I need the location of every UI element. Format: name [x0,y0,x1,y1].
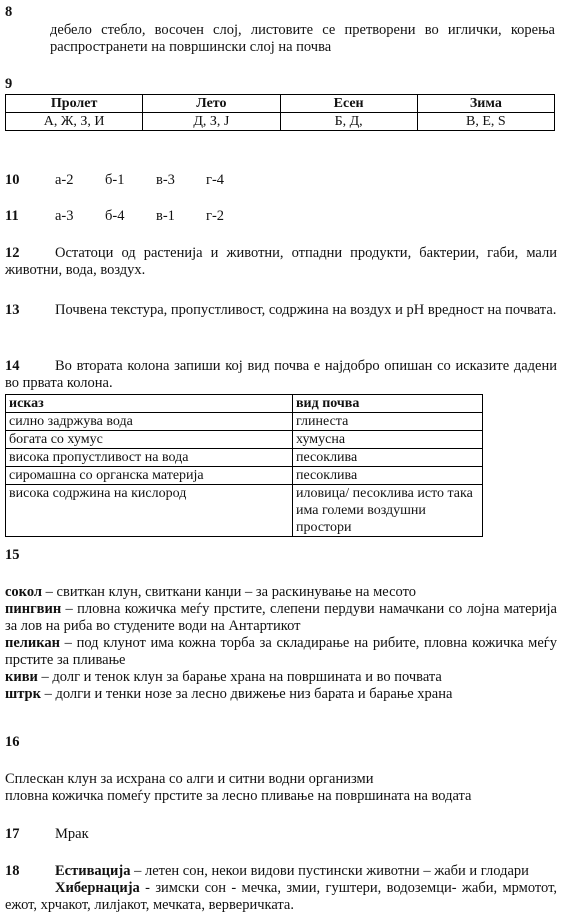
q17-number: 17 [5,826,20,842]
desc-estivation: – летен сон, некои видови пустински животни – жаби и глодари [130,863,529,879]
list-item [5,635,557,669]
q18-number: 18 [5,863,20,879]
bird-desc: – пловна кожичка меѓу прстите, слепени пердуви намачкани со лојна материја за лов на риба во студените води на Антартикот [5,601,557,634]
q13-number: 13 [5,302,20,318]
table-cell: Б, Д, [280,113,417,131]
table-header-cell: вид почва [293,395,483,413]
q10-row [5,172,557,190]
bird-desc: – под клунот има кожна торба за складирање на рибите, пловна кожичка меѓу прстите за пливање [5,635,557,668]
q11-number: 11 [5,208,19,224]
q12-answer [5,245,557,279]
bird-term: сокол [5,584,43,600]
q15-answer [5,584,557,703]
term-hibernation: Хибернација [55,880,140,896]
table-row [6,413,483,431]
q17-answer [5,826,557,843]
table-row [6,431,483,449]
table-cell: песоклива [293,449,483,467]
table-row [6,449,483,467]
table-header-cell: Зима [417,95,554,113]
q8-number: 8 [5,4,13,20]
table-header-cell: исказ [6,395,293,413]
table-header-cell: Есен [280,95,417,113]
table-cell: висока пропустливост на вода [6,449,293,467]
q11-row [5,208,557,226]
answer-line: Сплескан клун за исхрана со алги и ситни водни организми [5,771,374,787]
table-row [6,485,483,537]
q14-number: 14 [5,358,20,374]
table-row [6,467,483,485]
list-item [5,686,557,703]
table-cell: богата со хумус [6,431,293,449]
q11-pair: г-2 [206,208,225,224]
table-cell: висока содржина на кислород [6,485,293,537]
q13-text: Почвена текстура, пропустливост, содржина на воздух и pH вредност на почвата. [55,302,557,318]
q13-answer [5,302,557,319]
q11-pair: в-1 [156,208,175,224]
q16-number: 16 [5,734,20,750]
list-item [5,584,557,601]
q10-number: 10 [5,172,20,188]
q15-number: 15 [5,547,20,563]
q14-question [5,358,557,392]
table-cell: А, Ж, З, И [6,113,143,131]
q9-seasons-table [5,94,555,131]
bird-term: пеликан [5,635,61,651]
answer-line: пловна кожичка помеѓу прстите за лесно пливање на површината на водата [5,788,472,804]
q17-text: Мрак [55,826,89,842]
answer-line [5,880,557,914]
table-cell: хумусна [293,431,483,449]
answer-line [5,863,557,880]
table-header-row [6,395,483,413]
table-cell: песоклива [293,467,483,485]
q8-answer: дебело стебло, восочен слој, листовите се претворени во иглички, корења распространети на површински слој на почва [50,22,555,55]
q12-text: Остатоци од растенија и животни, отпадни продукти, бактерии, габи, мали животни, вода, воздух. [5,245,557,278]
q11-pair: а-3 [55,208,74,224]
table-cell: глинеста [293,413,483,431]
table-cell: силно задржува вода [6,413,293,431]
desc-hibernation: - зимски сон - мечка, змии, гуштери, водоземци- жаби, мрмотот, ежот, хрчакот, лилјакот, мечката, верверичката. [5,880,557,913]
table-cell: сиромашна со органска материја [6,467,293,485]
q14-soil-table [5,394,483,537]
bird-desc: – долг и тенок клун за барање храна на површината и во почвата [37,669,442,685]
q10-pair: г-4 [206,172,225,188]
q10-pair: б-1 [105,172,125,188]
bird-desc: – свиткан клун, свиткани канџи – за раскинување на месото [42,584,416,600]
table-header-cell: Пролет [6,95,143,113]
q16-answer [5,771,557,805]
list-item [5,669,557,686]
q12-number: 12 [5,245,20,261]
bird-desc: – долги и тенки нозе за лесно движење низ барата и барање храна [40,686,453,702]
bird-term: штрк [5,686,41,702]
term-estivation: Естивација [55,863,131,879]
table-cell: В, Е, Ѕ [417,113,554,131]
bird-term: пингвин [5,601,62,617]
bird-term: киви [5,669,38,685]
q18-answer [5,863,557,914]
list-item [5,601,557,635]
q9-number: 9 [5,76,13,92]
table-row [6,113,555,131]
q10-pair: в-3 [156,172,175,188]
table-header-row [6,95,555,113]
q10-pair: а-2 [55,172,74,188]
q11-pair: б-4 [105,208,125,224]
q14-text: Во втората колона запиши кој вид почва е најдобро опишан со исказите дадени во првата колона. [5,358,557,391]
table-cell: иловица/ песоклива исто така има големи воздушни простори [293,485,483,537]
table-header-cell: Лето [143,95,280,113]
table-cell: Д, З, Ј [143,113,280,131]
